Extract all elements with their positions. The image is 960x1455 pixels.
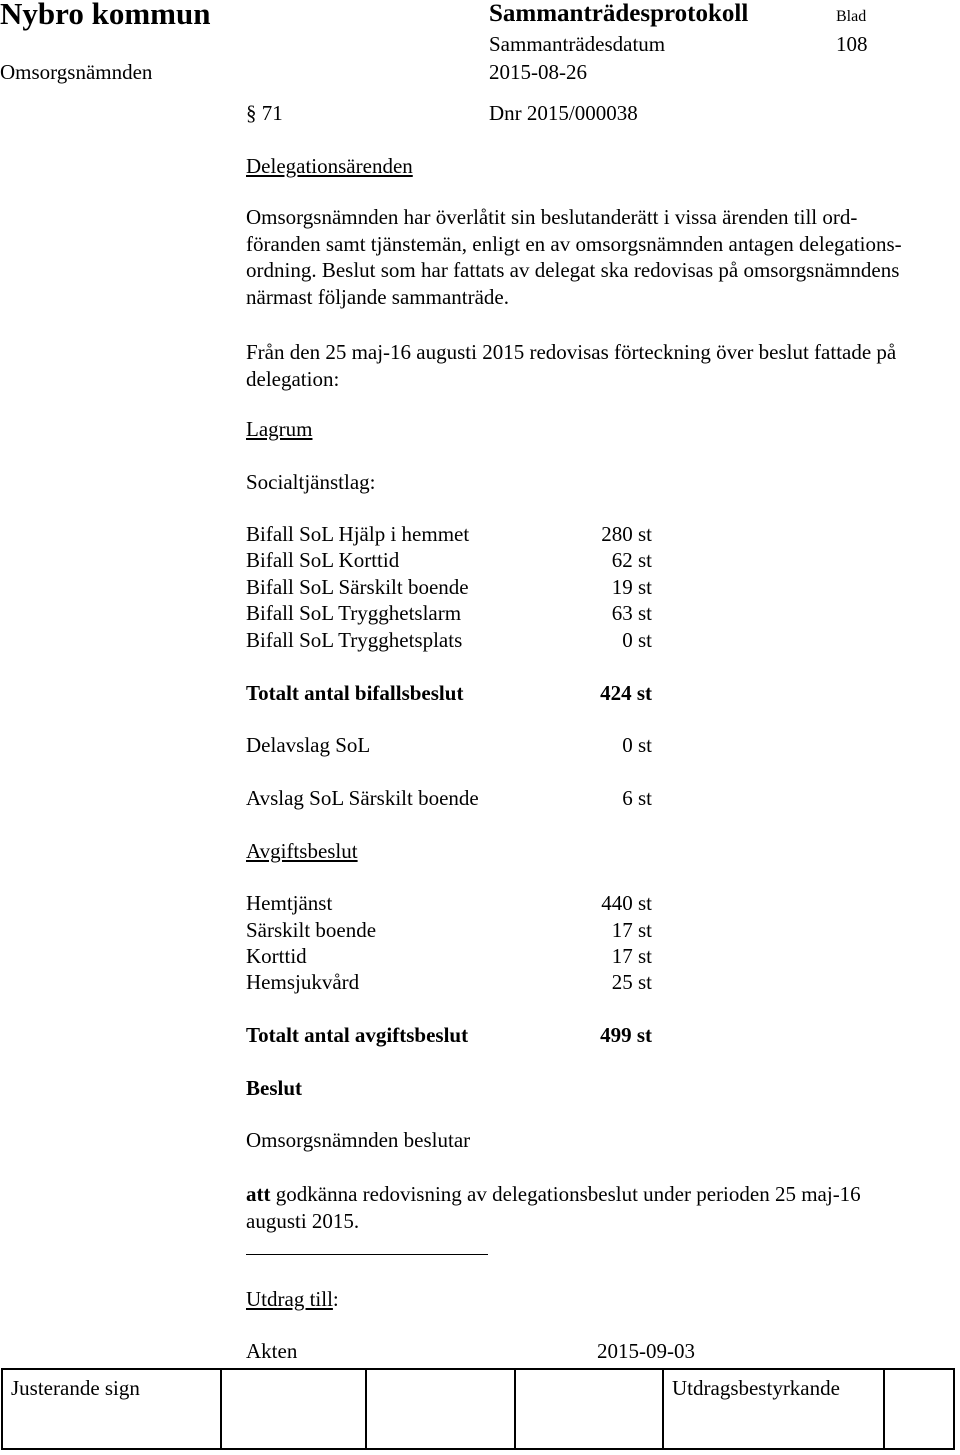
item-count: 17 st — [611, 944, 652, 968]
intro-line: föranden samt tjänstemän, enligt en av omsorgsnämnden antagen delegations- — [246, 231, 902, 256]
meeting-date-label: Sammanträdesdatum — [489, 32, 666, 56]
section-heading: Delegationsärenden — [246, 154, 413, 178]
list-item — [246, 628, 652, 654]
intro-paragraph — [246, 204, 956, 310]
period-paragraph — [246, 339, 956, 392]
list-item — [246, 918, 652, 944]
separator-line — [246, 1254, 488, 1255]
utdrag-label — [246, 1287, 339, 1312]
avgift-total-row — [246, 1023, 652, 1049]
recipient-date: 2015-09-03 — [597, 1339, 695, 1363]
list-item — [246, 970, 652, 996]
item-label: Särskilt boende — [246, 918, 377, 942]
list-item — [246, 522, 652, 548]
intro-line: närmast följande sammanträde. — [246, 284, 509, 309]
item-count: 62 st — [611, 548, 652, 572]
item-label: Korttid — [246, 944, 307, 968]
decision-paragraph — [246, 1181, 956, 1234]
total-label: Totalt antal avgiftsbeslut — [246, 1023, 469, 1047]
delavslag-row — [246, 733, 652, 759]
item-label: Bifall SoL Korttid — [246, 548, 400, 572]
item-count: 0 st — [622, 628, 652, 652]
sign-cell — [367, 1370, 516, 1448]
recipient: Akten — [246, 1339, 298, 1363]
justerande-cell — [3, 1370, 222, 1448]
sign-cell — [516, 1370, 664, 1448]
list-item — [246, 944, 652, 970]
page-number: 108 — [836, 32, 868, 56]
sol-heading: Socialtjänstlag: — [246, 470, 376, 494]
bifall-total-row — [246, 681, 652, 707]
utdrag-colon: : — [332, 1287, 339, 1311]
item-count: 25 st — [611, 970, 652, 994]
justerande-label: Justerande sign — [11, 1376, 140, 1400]
intro-line: ordning. Beslut som har fattats av delegat ska redovisas på omsorgsnämndens — [246, 258, 900, 282]
sign-cell — [885, 1370, 953, 1448]
item-label: Bifall SoL Hjälp i hemmet — [246, 522, 470, 546]
item-count: 63 st — [611, 601, 652, 625]
item-label: Hemsjukvård — [246, 970, 360, 994]
utdragsbestyrkande-label: Utdragsbestyrkande — [672, 1376, 840, 1400]
list-item — [246, 891, 652, 917]
period-line: delegation: — [246, 366, 340, 391]
total-count: 499 st — [600, 1023, 652, 1047]
list-item — [246, 575, 652, 601]
item-count: 280 st — [601, 522, 652, 546]
item-count: 17 st — [611, 918, 652, 942]
total-label: Totalt antal bifallsbeslut — [246, 681, 464, 705]
total-count: 424 st — [600, 681, 652, 705]
case-number: Dnr 2015/000038 — [489, 101, 638, 125]
lagrum-heading: Lagrum — [246, 417, 313, 441]
period-line: Från den 25 maj-16 augusti 2015 redovisas förteckning över beslut fattade på — [246, 340, 897, 364]
item-label: Hemtjänst — [246, 891, 333, 915]
item-label: Bifall SoL Trygghetsplats — [246, 628, 463, 652]
item-label: Bifall SoL Trygghetslarm — [246, 601, 462, 625]
utdrag-label-text: Utdrag till — [246, 1287, 333, 1311]
intro-line: Omsorgsnämnden har överlåtit sin beslutanderätt i vissa ärenden till ord- — [246, 205, 858, 229]
paragraph-number: § 71 — [246, 101, 283, 125]
organization-name: Nybro kommun — [0, 0, 211, 31]
beslutar-text: Omsorgsnämnden beslutar — [246, 1128, 471, 1152]
item-label: Delavslag SoL — [246, 733, 371, 757]
att-word: att — [246, 1182, 271, 1206]
item-label: Bifall SoL Särskilt boende — [246, 575, 469, 599]
document-type: Sammanträdesprotokoll — [489, 0, 749, 27]
decision-text-cont: augusti 2015. — [246, 1208, 360, 1233]
avgift-heading: Avgiftsbeslut — [246, 839, 358, 863]
item-count: 19 st — [611, 575, 652, 599]
committee-name: Omsorgsnämnden — [0, 60, 153, 84]
list-item — [246, 601, 652, 627]
avslag-row — [246, 786, 652, 812]
signature-table — [1, 1368, 955, 1450]
blad-label: Blad — [836, 8, 867, 25]
sign-cell — [222, 1370, 367, 1448]
item-label: Avslag SoL Särskilt boende — [246, 786, 479, 810]
item-count: 6 st — [622, 786, 652, 810]
list-item — [246, 548, 652, 574]
beslut-heading: Beslut — [246, 1076, 303, 1100]
meeting-date: 2015-08-26 — [489, 60, 587, 84]
item-count: 0 st — [622, 733, 652, 757]
utdragsbestyrkande-cell — [664, 1370, 885, 1448]
item-count: 440 st — [601, 891, 652, 915]
decision-text: godkänna redovisning av delegationsbeslut under perioden 25 maj-16 — [270, 1182, 861, 1206]
